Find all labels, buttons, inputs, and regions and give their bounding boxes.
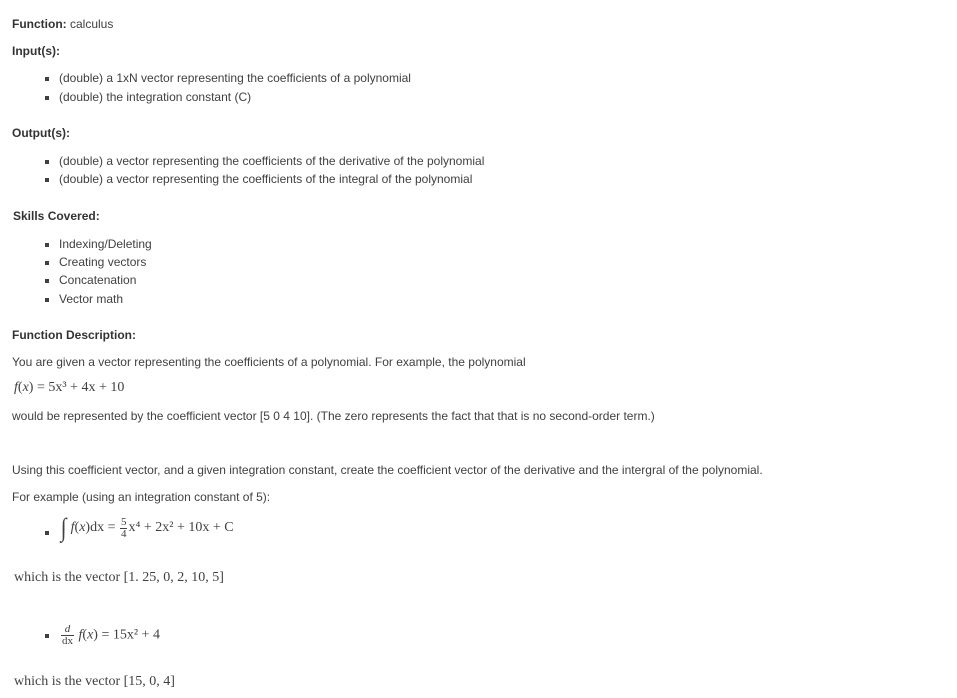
integrand-fn: f <box>70 520 75 536</box>
polynomial-equation: f(x) = 5x³ + 4x + 10 <box>14 380 125 395</box>
derivative-result-vector: [15, 0, 4] <box>123 674 175 689</box>
outputs-heading: Output(s): <box>12 126 70 140</box>
bullet-marker <box>45 261 49 265</box>
derivative-var: x <box>87 627 94 643</box>
skills-heading: Skills Covered: <box>13 209 100 223</box>
integral-result-line <box>14 570 224 586</box>
frac-numerator: 5 <box>120 515 127 528</box>
bullet-marker <box>45 160 49 164</box>
integrand-var: x <box>79 520 86 536</box>
integral-sign-icon: ∫ <box>60 513 67 542</box>
output-item: (double) a vector representing the coefficients of the integral of the polynomial <box>59 172 473 186</box>
integral-rhs: x⁴ + 2x² + 10x + C <box>128 520 234 536</box>
skill-item: Vector math <box>59 292 124 306</box>
frac-numerator: d <box>64 623 71 635</box>
description-intro: You are given a vector representing the coefficients of a polynomial. For example, the polynomial <box>12 355 526 369</box>
skill-item: Creating vectors <box>59 255 147 269</box>
integral-fraction <box>120 517 128 540</box>
poly-var: x <box>22 380 29 395</box>
inputs-heading: Input(s): <box>12 44 60 58</box>
bullet-marker <box>45 178 49 182</box>
derivative-result-line <box>14 674 175 690</box>
skill-item: Concatenation <box>59 273 137 287</box>
input-item: (double) the integration constant (C) <box>59 90 252 104</box>
bullet-marker <box>45 77 49 81</box>
integral-dx: dx <box>90 520 105 536</box>
function-value: calculus <box>70 17 114 31</box>
derivative-fn: f <box>78 627 83 643</box>
bullet-marker <box>45 634 49 638</box>
example-intro: For example (using an integration constant of 5): <box>12 490 271 504</box>
frac-denominator: 4 <box>120 527 127 540</box>
integral-result-vector: [1. 25, 0, 2, 10, 5] <box>123 570 224 585</box>
derivative-equation: $\frac{d}{dx}$ f(x) = 15x² + 4 <box>62 623 160 647</box>
derivative-rhs: = 15x² + 4 <box>101 627 160 643</box>
frac-denominator: dx <box>62 635 73 647</box>
skill-item: Indexing/Deleting <box>59 237 152 251</box>
function-line <box>12 17 113 31</box>
description-heading: Function Description: <box>12 328 136 342</box>
integral-result-prefix: which is the vector <box>14 570 121 585</box>
derivative-fraction <box>61 624 74 647</box>
bullet-marker <box>45 279 49 283</box>
input-item: (double) a 1xN vector representing the coefficients of a polynomial <box>59 71 411 85</box>
derivative-result-prefix: which is the vector <box>14 674 121 689</box>
bullet-marker <box>45 298 49 302</box>
bullet-marker <box>45 243 49 247</box>
poly-rhs: = 5x³ + 4x + 10 <box>36 380 125 395</box>
function-label: Function: <box>12 17 67 31</box>
integral-equation: ∫ f(x)dx = $\frac{5}{4}$ x⁴ + 2x² + 10x + C <box>60 513 234 542</box>
task-text: Using this coefficient vector, and a given integration constant, create the coefficient vector of the derivative and the intergral of the polynomial. <box>12 463 763 477</box>
output-item: (double) a vector representing the coefficients of the derivative of the polynomial <box>59 154 485 168</box>
bullet-marker <box>45 531 49 535</box>
poly-fn: f <box>14 380 18 395</box>
bullet-marker <box>45 96 49 100</box>
coeff-note: would be represented by the coefficient vector [5 0 4 10]. (The zero represents the fact that that is no second-order term.) <box>12 409 655 423</box>
